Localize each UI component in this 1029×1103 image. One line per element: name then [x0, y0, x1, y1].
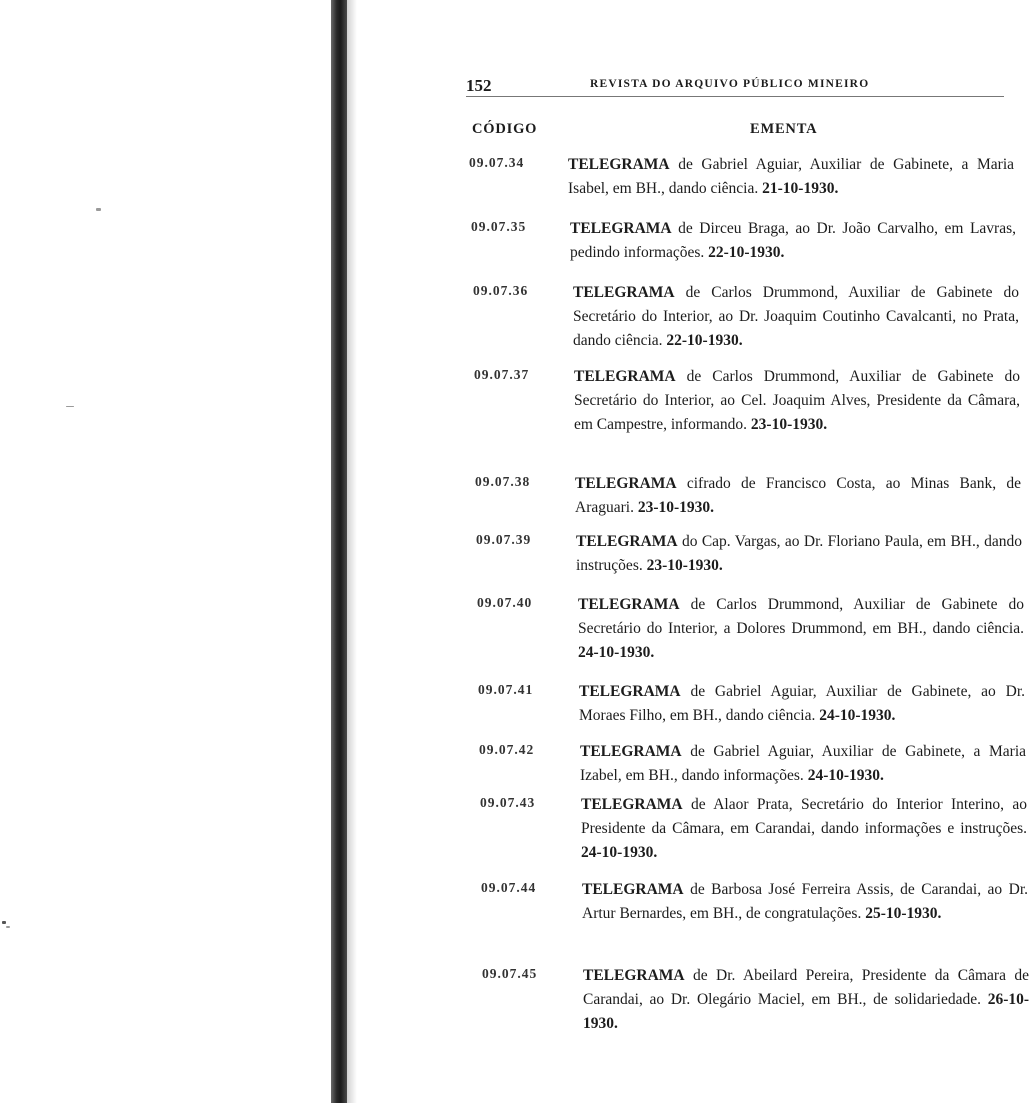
entry-code: 09.07.43: [480, 795, 536, 810]
entry-summary: [579, 680, 1025, 728]
entry-type: TELEGRAMA: [579, 683, 681, 700]
running-header: [466, 74, 1004, 97]
entry-code: 09.07.35: [471, 219, 527, 234]
entry-code: 09.07.36: [473, 283, 529, 298]
entry-date: 23-10-1930.: [750, 416, 828, 434]
entry-body: de Alaor Prata, Secretário do Interior Interino, ao Presidente da Câmara, em Carandai, dando informações e instruções.: [581, 796, 1027, 838]
page-speck: [96, 208, 101, 211]
entry-date: 23-10-1930.: [646, 557, 723, 575]
entry-summary: [582, 878, 1028, 926]
entry-date: 25-10-1930.: [865, 905, 942, 923]
entry-type: TELEGRAMA: [578, 596, 680, 613]
entry-summary: [578, 593, 1024, 666]
entry-body: do Cap. Vargas, ao Dr. Floriano Paula, em BH., dando instruções.: [576, 533, 1022, 575]
entry-code: 09.07.41: [478, 682, 534, 697]
entry-type: TELEGRAMA: [568, 156, 670, 173]
entry-body: de Gabriel Aguiar, Auxiliar de Gabinete, a Maria Izabel, em BH., dando informações.: [580, 743, 1027, 785]
entry-date: 23-10-1930.: [637, 499, 715, 517]
entry-body: de Carlos Drummond, Auxiliar de Gabinete do Secretário do Interior, a Dolores Drummond, em BH., dando ciência.: [578, 596, 1024, 638]
entry-type: TELEGRAMA: [574, 368, 676, 385]
entry-type: TELEGRAMA: [573, 284, 675, 301]
facing-page-blank: [0, 0, 338, 1103]
entry-type: TELEGRAMA: [570, 220, 672, 237]
entry-summary: [576, 530, 1022, 578]
entry-date: 22-10-1930.: [666, 332, 743, 350]
entry-type: TELEGRAMA: [582, 881, 684, 898]
entry-code: 09.07.37: [474, 367, 530, 382]
page-speck: [6, 926, 10, 928]
column-header-summary: EMENTA: [750, 121, 818, 137]
page-speck: [66, 406, 74, 407]
entry-date: 24-10-1930.: [578, 644, 655, 662]
entry-body: de Gabriel Aguiar, Auxiliar de Gabinete, a Maria Isabel, em BH., dando ciência.: [568, 156, 1015, 198]
entry-code: 09.07.40: [477, 595, 533, 610]
entry-summary: [574, 365, 1020, 438]
running-title: REVISTA DO ARQUIVO PÚBLICO MINEIRO: [590, 78, 870, 90]
entry-date: 26-10-1930.: [583, 991, 1029, 1033]
entry-summary: [581, 793, 1027, 866]
entry-date: 24-10-1930.: [581, 844, 658, 862]
entry-code: 09.07.42: [479, 742, 535, 757]
entry-summary: [583, 964, 1029, 1037]
entry-code: 09.07.45: [482, 966, 538, 981]
entry-summary: [568, 153, 1014, 201]
entry-type: TELEGRAMA: [580, 743, 682, 760]
entry-type: TELEGRAMA: [581, 796, 683, 813]
entry-summary: [580, 740, 1026, 788]
page-speck: [2, 921, 6, 924]
entry-body: de Carlos Drummond, Auxiliar de Gabinete do Secretário do Interior, ao Dr. Joaquim Coutinho Cavalcanti, no Prata, dando ciência.: [573, 284, 1019, 350]
entry-type: TELEGRAMA: [575, 475, 677, 492]
entry-type: TELEGRAMA: [576, 533, 678, 550]
entry-body: de Barbosa José Ferreira Assis, de Carandai, ao Dr. Artur Bernardes, em BH., de congratulações.: [582, 881, 1028, 923]
entry-body: de Gabriel Aguiar, Auxiliar de Gabinete, ao Dr. Moraes Filho, em BH., dando ciência.: [579, 683, 1025, 725]
entry-summary: [575, 472, 1021, 520]
gutter-shadow: [347, 0, 357, 1103]
entry-body: de Dr. Abeilard Pereira, Presidente da Câmara de Carandai, ao Dr. Olegário Maciel, em BH., de solidariedade.: [583, 967, 1029, 1009]
book-spine-gutter: [331, 0, 347, 1103]
entry-date: 24-10-1930.: [807, 767, 884, 785]
entry-code: 09.07.39: [476, 532, 532, 547]
entry-code: 09.07.34: [469, 155, 525, 170]
entry-type: TELEGRAMA: [583, 967, 685, 984]
entry-date: 24-10-1930.: [819, 707, 896, 725]
entry-body: de Carlos Drummond, Auxiliar de Gabinete do Secretário do Interior, ao Cel. Joaquim Alves, Presidente da Câmara, em Campestre, informando.: [574, 368, 1020, 434]
entry-code: 09.07.38: [475, 474, 531, 489]
entry-body: cifrado de Francisco Costa, ao Minas Bank, de Araguari.: [575, 475, 1022, 517]
entry-summary: [570, 217, 1016, 265]
entry-date: 21-10-1930.: [762, 180, 839, 198]
page-number: 152: [466, 76, 492, 95]
entry-summary: [573, 281, 1019, 354]
column-header-code: CÓDIGO: [472, 121, 538, 137]
entry-date: 22-10-1930.: [708, 244, 785, 262]
entry-body: de Dirceu Braga, ao Dr. João Carvalho, em Lavras, pedindo informações.: [570, 220, 1016, 262]
entry-code: 09.07.44: [481, 880, 537, 895]
